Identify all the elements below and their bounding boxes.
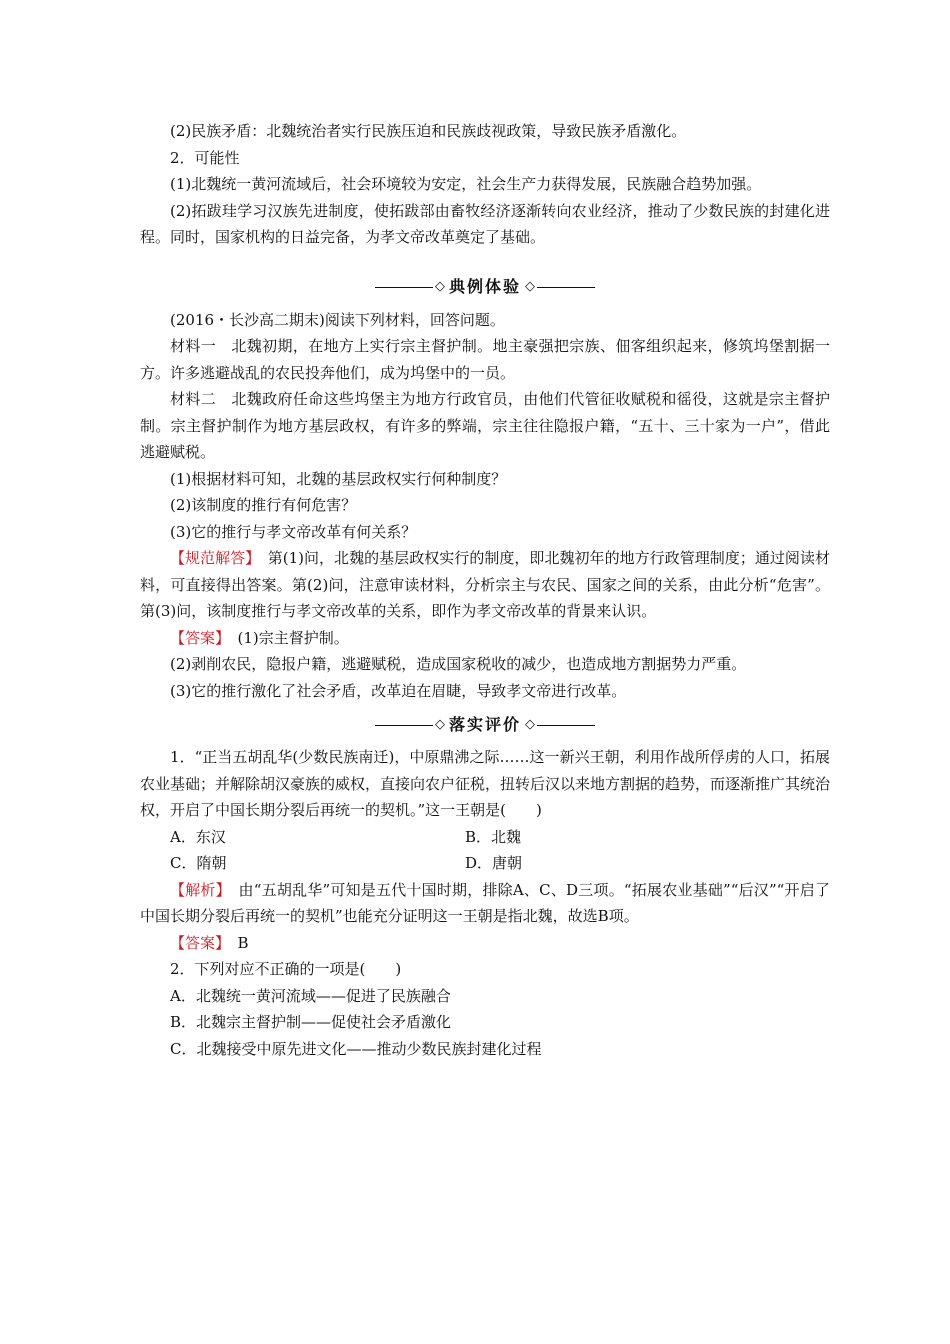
diamond-icon: ◇ (525, 279, 535, 295)
diamond-icon: ◇ (525, 716, 535, 732)
material-one: 材料一 北魏初期，在地方上实行宗主督护制。地主豪强把宗族、佃客组织起来，修筑坞堡割据一方。许多逃避战乱的农民投奔他们，成为坞堡中的一员。 (140, 337, 830, 382)
answer-text: B (222, 933, 249, 952)
question-1-answer (140, 930, 830, 957)
sub-question-3: (3)它的推行与孝文帝改革有何关系？ (170, 522, 417, 541)
question-1-options (140, 824, 830, 877)
page-content (140, 118, 830, 1062)
paragraph-ethnic-conflict: (2)民族矛盾：北魏统治者实行民族压迫和民族歧视政策，导致民族矛盾激化。 (170, 122, 687, 140)
section-title-example: 典例体验 (448, 277, 521, 297)
heading-rule-right (537, 287, 595, 288)
sub-question-2: (2)该制度的推行有何危害？ (170, 496, 357, 514)
paragraph-possibility-2: (2)拓跋珪学习汉族先进制度，使拓跋部由畜牧经济逐渐转向农业经济，推动了少数民族的封建化进程。同时，国家机构的日益完备，为孝文帝改革奠定了基础。 (140, 201, 830, 246)
answer-3: (3)它的推行激化了社会矛盾，改革迫在眉睫，导致孝文帝进行改革。 (170, 681, 627, 700)
question-2-stem: 2．下列对应不正确的一项是( ) (170, 960, 402, 978)
paragraph-possibility-1: (1)北魏统一黄河流域后，社会环境较为安定，社会生产力获得发展，民族融合趋势加强。 (170, 175, 762, 193)
option-b: B．北魏 (465, 827, 522, 846)
question-source: (2016・长沙高二期末)阅读下列材料，回答问题。 (170, 310, 505, 329)
question-2-option-c: C．北魏接受中原先进文化——推动少数民族封建化过程 (170, 1039, 542, 1058)
analysis-text: 第(1)问，北魏的基层政权实行的制度，即北魏初年的地方行政管理制度；通过阅读材料，可直接得出答案。第(2)问，注意审读材料，分析宗主与农民、国家之间的关系，由此分析“危害”。第(3)问，该制度推行与孝文帝改革的关系，即作为孝文帝改革的背景来认识。 (140, 549, 830, 620)
standard-analysis (140, 545, 830, 625)
section-title-evaluation: 落实评价 (448, 714, 521, 734)
diamond-icon: ◇ (434, 279, 445, 295)
analysis-tag: 【规范解答】 (170, 549, 253, 567)
answer-2: (2)剥削农民，隐报户籍，逃避赋税，造成国家税收的减少，也造成地方割据势力严重。 (170, 655, 747, 673)
option-d: D．唐朝 (465, 854, 523, 872)
sub-question-1: (1)根据材料可知，北魏的基层政权实行何种制度？ (170, 469, 507, 488)
heading-rule-left (375, 725, 433, 726)
analysis-tag: 【解析】 (170, 880, 224, 899)
analysis-text: 由“五胡乱华”可知是五代十国时期，排除A、C、D三项。“拓展农业基础”“后汉”“开启了中国长期分裂后再统一的契机”也能充分证明这一王朝是指北魏，故选B项。 (140, 880, 830, 925)
answer-1 (140, 625, 830, 652)
question-1-stem: 1．“正当五胡乱华(少数民族南迁)，中原鼎沸之际……这一新兴王朝，利用作战所俘虏的人口，拓展农业基础；并解除胡汉豪族的威权，直接向农户征税，扭转后汉以来地方割据的趋势，而逐渐推广其统治权，开启了中国长期分裂后再统一的契机。”这一王朝是( ) (140, 748, 831, 819)
heading-rule-right (537, 725, 595, 726)
answer-tag: 【答案】 (170, 628, 223, 647)
section-heading-example (140, 273, 830, 303)
heading-rule-left (375, 287, 433, 288)
option-c: C．隋朝 (170, 854, 227, 872)
heading-possibility: 2．可能性 (170, 148, 240, 167)
question-2-option-b: B．北魏宗主督护制——促使社会矛盾激化 (170, 1013, 452, 1031)
answer-text-1: (1)宗主督护制。 (222, 628, 349, 647)
answer-tag: 【答案】 (170, 933, 223, 952)
option-a: A．东汉 (170, 827, 226, 846)
question-1-analysis (140, 877, 830, 930)
diamond-icon: ◇ (434, 716, 445, 732)
question-2-option-a: A．北魏统一黄河流域——促进了民族融合 (170, 986, 451, 1005)
material-two: 材料二 北魏政府任命这些坞堡主为地方行政官员，由他们代管征收赋税和徭役，这就是宗主督护制。宗主督护制作为地方基层政权，有许多的弊端，宗主往往隐报户籍，“五十、三十家为一户”，借此逃避赋税。 (140, 390, 830, 461)
section-heading-evaluation (140, 710, 830, 740)
